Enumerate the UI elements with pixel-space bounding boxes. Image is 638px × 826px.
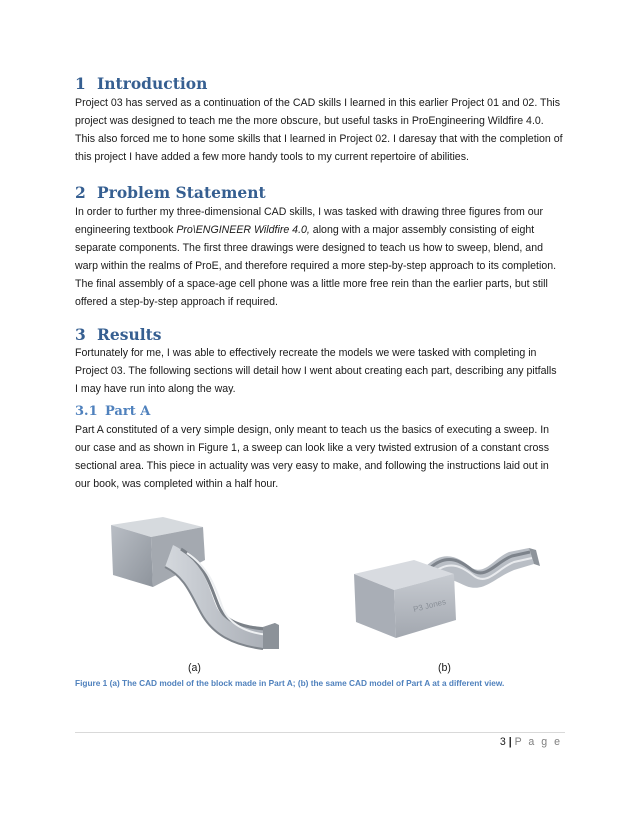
section-3-paragraph xyxy=(75,344,567,398)
figure-caption: Figure 1 (a) The CAD model of the block made in Part A; (b) the same CAD model of Part A at a different view. xyxy=(75,678,505,688)
text-line: Part A constituted of a very simple design, only meant to teach us the basics of executing a sweep. In xyxy=(75,424,550,436)
text-line: Project 03. The following sections will detail how I went about creating each part, describing any pitfalls xyxy=(75,365,557,378)
section-title: Introduction xyxy=(97,74,208,93)
section-1-paragraph xyxy=(75,94,567,166)
text-line-with-italic xyxy=(75,221,567,239)
text-line: sectional area. This piece in actuality was very easy to make, and following the instructions laid out in xyxy=(75,460,549,473)
text-line: Project 03 has served as a continuation of the CAD skills I learned in this earlier Project 01 and 02. This xyxy=(75,97,561,109)
section-number: 3.1 xyxy=(75,404,98,419)
section-1-heading xyxy=(75,74,207,93)
text-line: Fortunately for me, I was able to effectively recreate the models we were tasked with completing in xyxy=(75,347,537,359)
text-line: project was designed to teach me the more obscure, but useful tasks in ProEngineering Wildfire 4.0. xyxy=(75,115,544,128)
page-number: 3 xyxy=(499,736,506,748)
section-3-1-heading xyxy=(75,404,150,419)
footer-divider xyxy=(75,732,565,733)
text-line: this project I have added a few more handy tools to my current repertoire of abilities. xyxy=(75,151,469,164)
text-line: offered a step-by-step approach if required. xyxy=(75,296,278,309)
section-title: Problem Statement xyxy=(97,183,266,202)
section-number: 2 xyxy=(75,183,86,202)
figure-label-a: (a) xyxy=(188,662,201,674)
section-number: 3 xyxy=(75,325,86,344)
text-line: warp within the realms of ProE, and therefore required a more step-by-step approach to its completion. xyxy=(75,260,557,273)
cad-model-view-b xyxy=(344,538,544,648)
book-title: Pro\ENGINEER Wildfire 4.0, xyxy=(176,224,310,237)
section-3-1-paragraph xyxy=(75,421,567,493)
section-title: Results xyxy=(97,325,162,344)
text-line: This also forced me to hone some skills that I learned in Project 02. I daresay that with the completion of xyxy=(75,133,563,146)
section-number: 1 xyxy=(75,74,86,93)
section-3-heading xyxy=(75,325,162,344)
text-line: our case and as shown in Figure 1, a sweep can look like a very twisted extrusion of a constant cross xyxy=(75,442,550,455)
text-line: The final assembly of a space-age cell phone was a little more free rein than the earlier parts, but still xyxy=(75,278,548,291)
engraved-label: P3 Jones xyxy=(412,597,447,614)
section-title: Part A xyxy=(105,404,151,419)
figure-label-b: (b) xyxy=(438,662,451,674)
text-line: I may have run into along the way. xyxy=(75,383,236,396)
cad-model-view-a xyxy=(103,515,288,655)
section-2-heading xyxy=(75,183,266,202)
page-footer xyxy=(500,736,562,748)
section-2-paragraph xyxy=(75,203,567,312)
text-line: our book, was completed within a half hour. xyxy=(75,478,279,491)
text-line: In order to further my three-dimensional CAD skills, I was tasked with drawing three figures from our xyxy=(75,206,544,218)
footer-separator: | xyxy=(505,736,515,748)
page-word: P a g e xyxy=(514,736,562,748)
text-segment: along with a major assembly consisting of eight xyxy=(309,224,535,237)
text-line: separate components. The first three drawings were designed to teach us how to sweep, blend, and xyxy=(75,242,543,255)
text-segment: engineering textbook xyxy=(75,224,177,237)
